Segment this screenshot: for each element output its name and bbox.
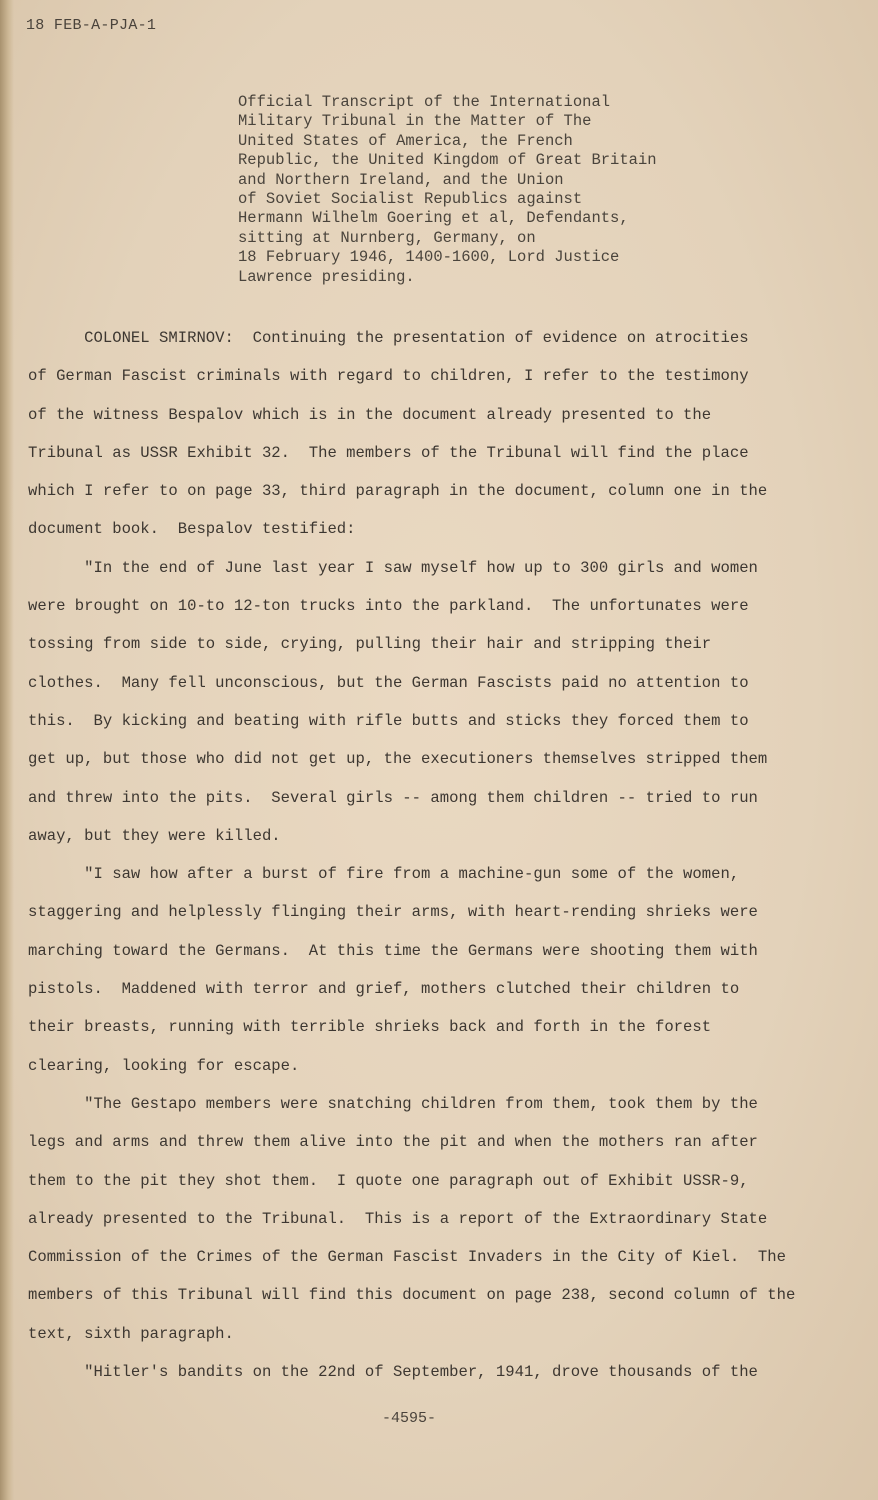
body-line: clearing, looking for escape. (28, 1056, 300, 1075)
body-line: tossing from side to side, crying, pulling their hair and stripping their (28, 635, 712, 654)
page-number: -4595- (381, 1410, 436, 1427)
body-line: of the witness Bespalov which is in the document already presented to the (28, 405, 712, 424)
body-line: get up, but those who did not get up, the executioners themselves stripped them (28, 750, 768, 769)
body-line: this. By kicking and beating with rifle butts and sticks they forced them to (28, 711, 749, 730)
body-line: "Hitler's bandits on the 22nd of September, 1941, drove thousands of the (28, 1363, 758, 1382)
body-line: them to the pit they shot them. I quote one paragraph out of Exhibit USSR-9, (28, 1171, 749, 1190)
body-line: members of this Tribunal will find this document on page 238, second column of the (28, 1286, 796, 1305)
body-line: Tribunal as USSR Exhibit 32. The members of the Tribunal will find the place (28, 443, 749, 462)
caption-line: sitting at Nurnberg, Germany, on (238, 228, 536, 247)
body-line: pistols. Maddened with terror and grief, mothers clutched their children to (28, 980, 740, 999)
body-line: "In the end of June last year I saw myself how up to 300 girls and women (28, 558, 758, 577)
body-line: were brought on 10-to 12-ton trucks into the parkland. The unfortunates were (28, 597, 749, 616)
page-identifier: 18 FEB-A-PJA-1 (26, 17, 157, 34)
body-line: away, but they were killed. (28, 826, 281, 845)
body-line: COLONEL SMIRNOV: Continuing the presentation of evidence on atrocities (28, 329, 749, 347)
body-line: "I saw how after a burst of fire from a machine-gun some of the women, (28, 865, 740, 884)
caption-line: United States of America, the French (238, 131, 573, 150)
body-line: legs and arms and threw them alive into the pit and when the mothers ran after (28, 1133, 758, 1152)
caption-line: and Northern Ireland, and the Union (238, 170, 564, 189)
body-line: and threw into the pits. Several girls -- among them children -- tried to run (28, 788, 758, 807)
caption-line: Lawrence presiding. (238, 267, 415, 286)
transcript-caption (238, 93, 678, 287)
body-line: marching toward the Germans. At this time the Germans were shooting them with (28, 941, 758, 960)
caption-line: Military Tribunal in the Matter of The (238, 112, 592, 131)
caption-line: Hermann Wilhelm Goering et al, Defendants, (238, 209, 629, 228)
page-footer (0, 1410, 878, 1427)
body-line: "The Gestapo members were snatching children from them, took them by the (28, 1094, 758, 1113)
body-line: document book. Bespalov testified: (28, 520, 356, 539)
caption-line: 18 February 1946, 1400-1600, Lord Justice (238, 248, 620, 267)
body-line: staggering and helplessly flinging their arms, with heart-rending shrieks were (28, 903, 758, 922)
caption-line: Republic, the United Kingdom of Great Britain (238, 151, 657, 170)
caption-line: Official Transcript of the International (238, 93, 611, 111)
body-line: their breasts, running with terrible shrieks back and forth in the forest (28, 1018, 712, 1037)
body-line: which I refer to on page 33, third paragraph in the document, column one in the (28, 482, 768, 501)
body-line: text, sixth paragraph. (28, 1324, 234, 1343)
body-line: clothes. Many fell unconscious, but the German Fascists paid no attention to (28, 673, 749, 692)
transcript-body (28, 319, 828, 1391)
body-line: Commission of the Crimes of the German Fascist Invaders in the City of Kiel. The (28, 1248, 786, 1267)
body-line: of German Fascist criminals with regard to children, I refer to the testimony (28, 367, 749, 386)
caption-line: of Soviet Socialist Republics against (238, 190, 583, 209)
body-line: already presented to the Tribunal. This is a report of the Extraordinary State (28, 1209, 768, 1228)
